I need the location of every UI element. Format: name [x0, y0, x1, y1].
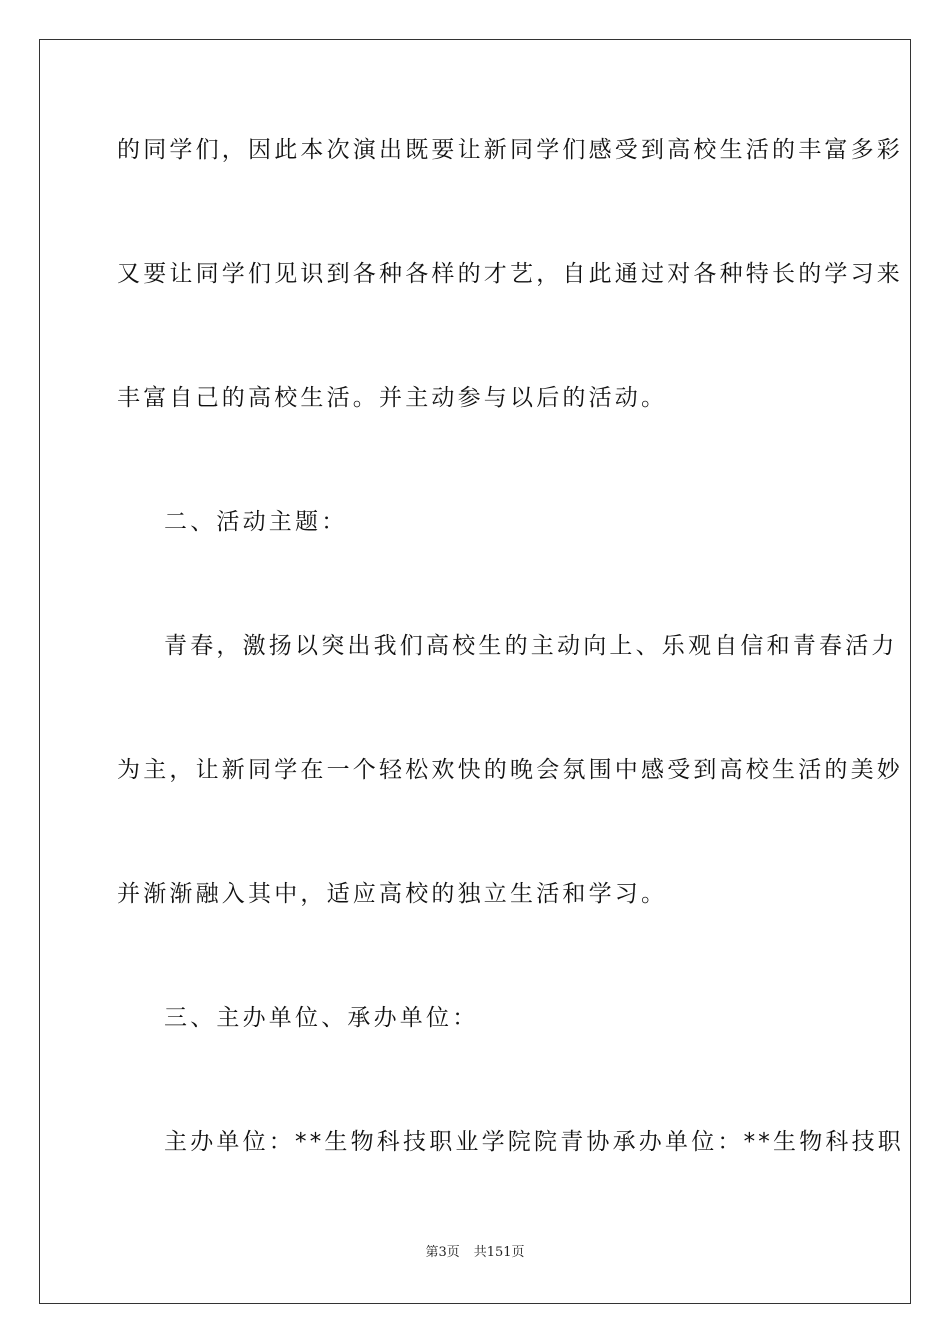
paragraph-line-7: 并渐渐融入其中，适应高校的独立生活和学习。: [117, 881, 668, 907]
paragraph-line-3: 丰富自己的高校生活。并主动参与以后的活动。: [117, 385, 668, 411]
section-heading-theme: 二、活动主题：: [164, 509, 348, 535]
paragraph-line-6: 为主，让新同学在一个轻松欢快的晚会氛围中感受到高校生活的美妙: [117, 757, 903, 783]
page-total: 共151页: [473, 1245, 525, 1260]
paragraph-line-2: 又要让同学们见识到各种各样的才艺，自此通过对各种特长的学习来: [117, 261, 903, 287]
paragraph-line-9: 主办单位：**生物科技职业学院院青协承办单位：**生物科技职: [164, 1129, 904, 1155]
page-footer: [0, 1244, 950, 1262]
paragraph-line-5: 青春，激扬以突出我们高校生的主动向上、乐观自信和青春活力: [164, 633, 898, 659]
page-border: [39, 39, 911, 1304]
page-number: 第3页: [425, 1245, 460, 1260]
section-heading-organizers: 三、主办单位、承办单位：: [164, 1005, 479, 1031]
paragraph-line-1: 的同学们，因此本次演出既要让新同学们感受到高校生活的丰富多彩: [117, 137, 903, 163]
